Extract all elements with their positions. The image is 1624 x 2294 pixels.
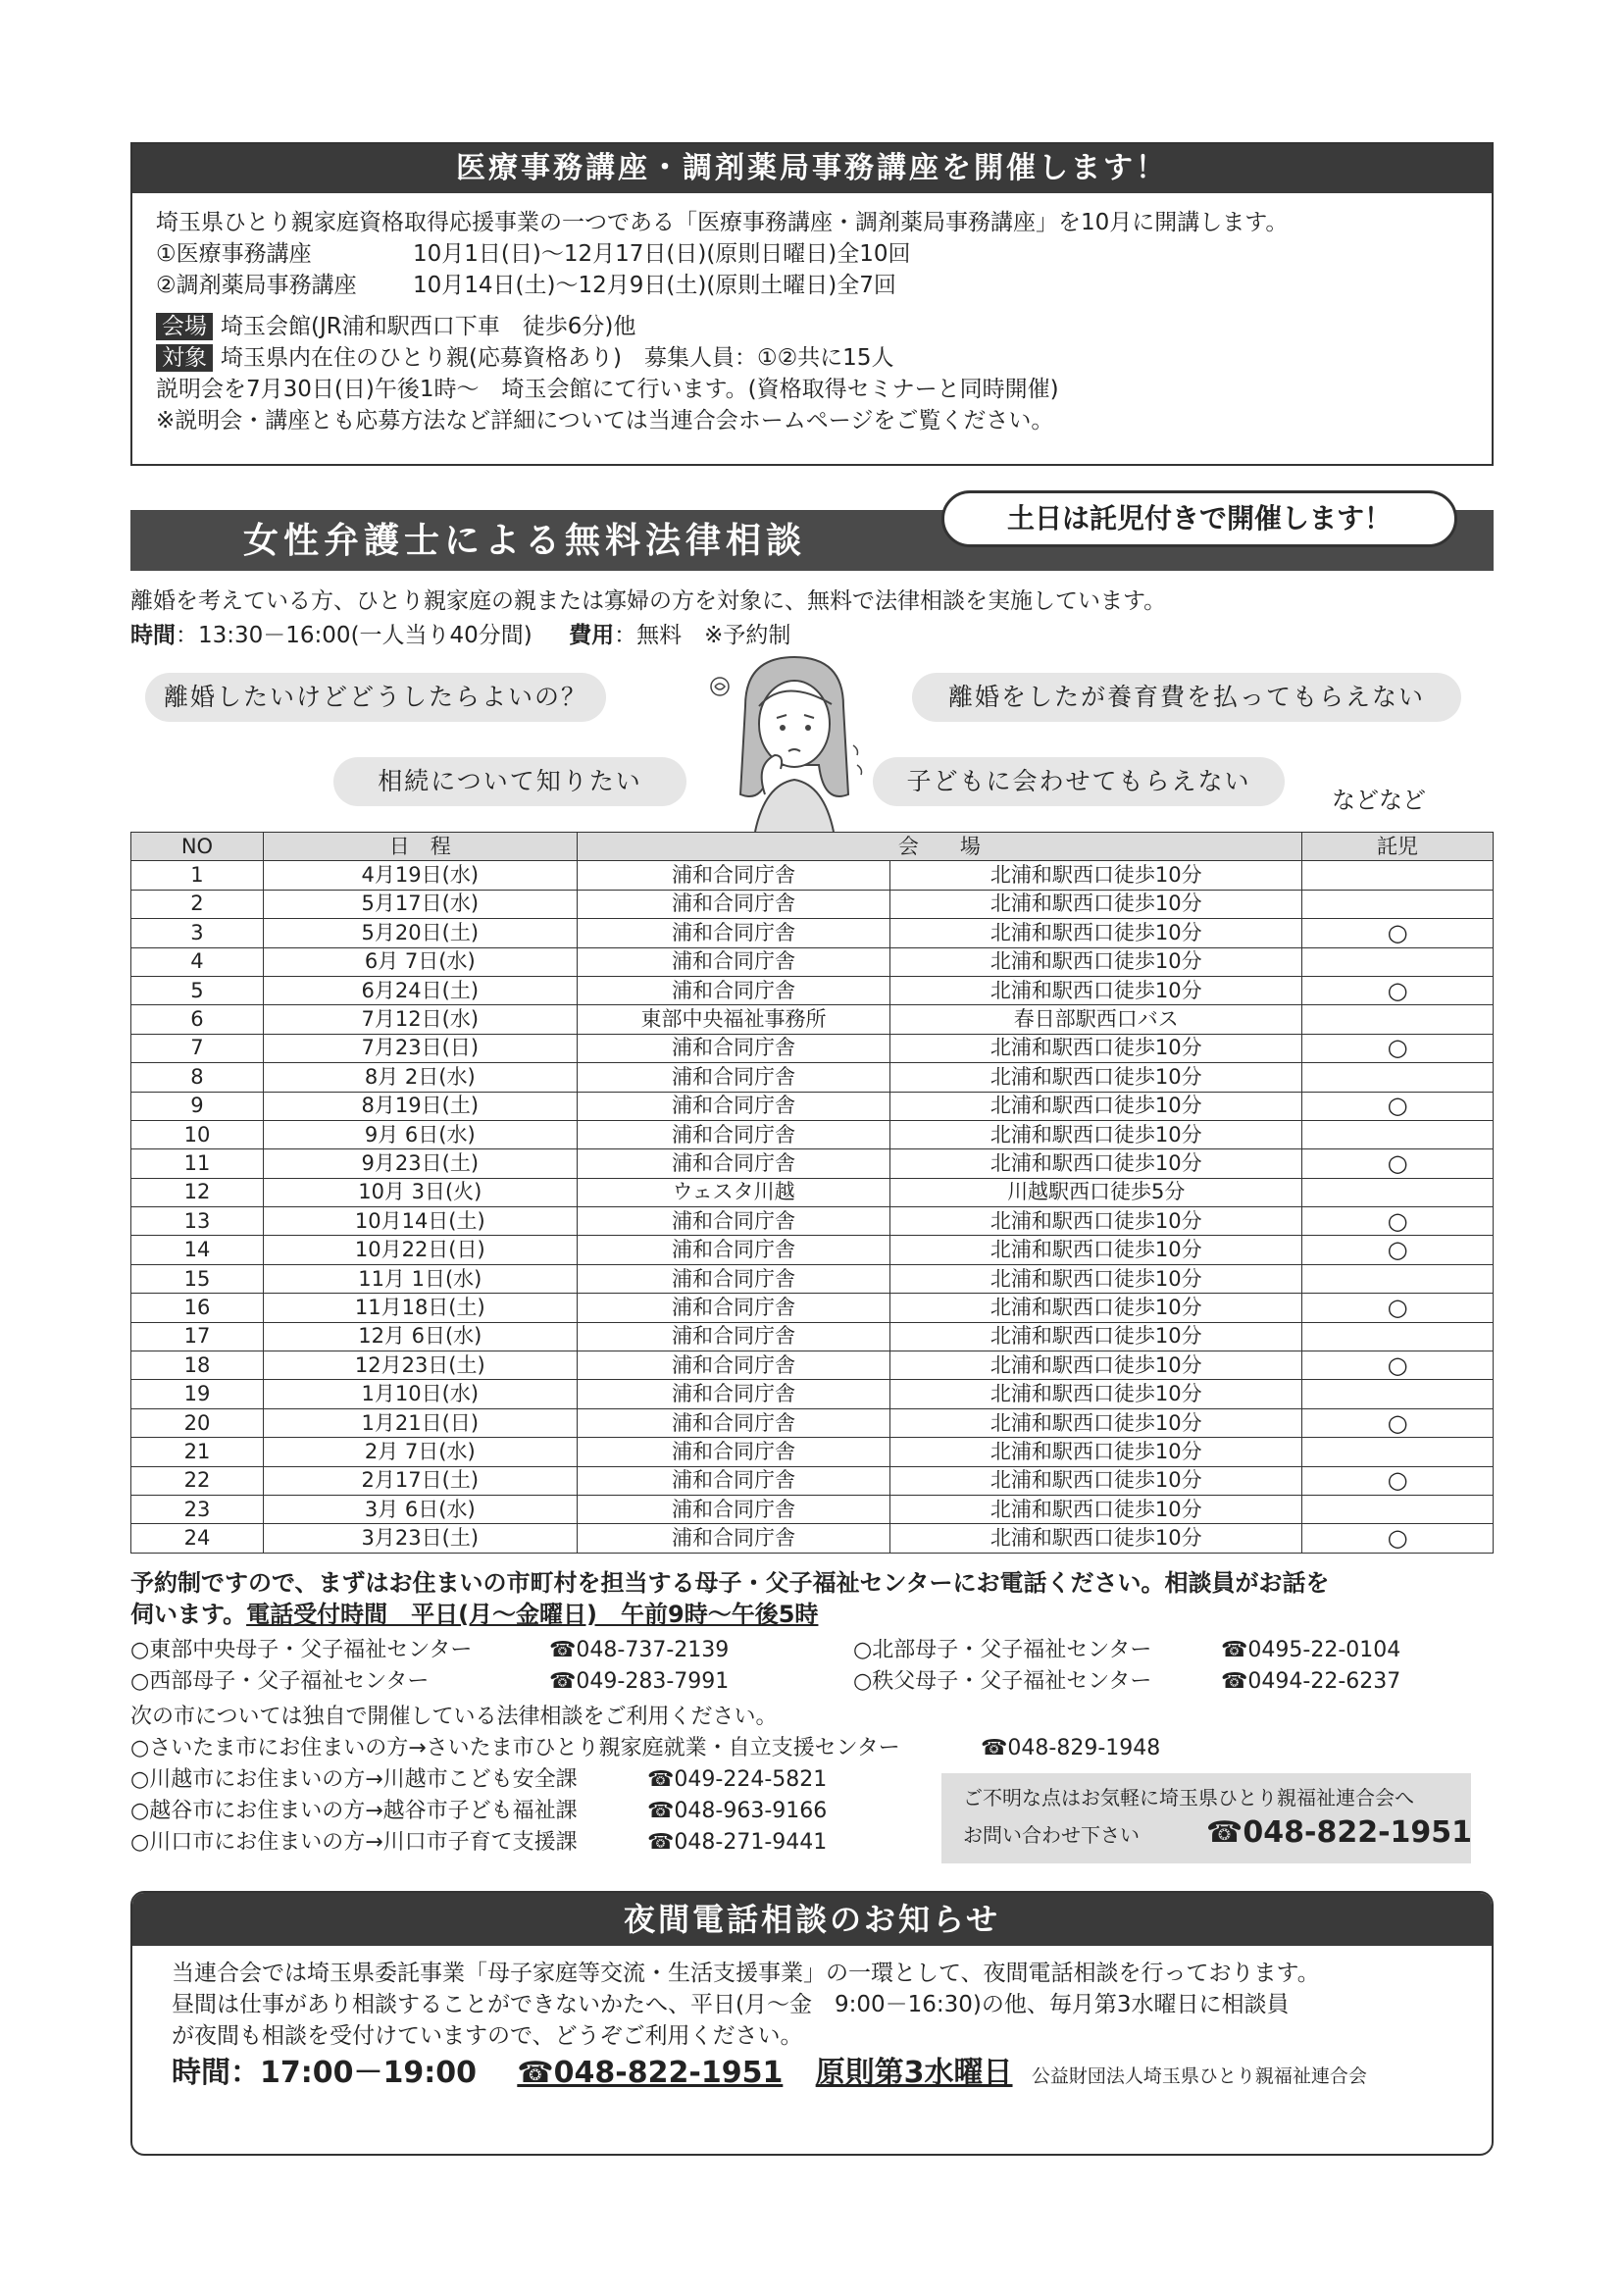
- row-childcare: [1302, 947, 1494, 976]
- cities-intro: 次の市については独自で開催している法律相談をご利用ください。: [130, 1705, 778, 1729]
- row-childcare: ○: [1302, 1034, 1494, 1062]
- city-tel: ☎048-271-9441: [647, 1830, 828, 1855]
- row-venue: 浦和合同庁舎: [577, 1063, 890, 1092]
- night-time: 時間：17:00－19:00: [172, 2056, 477, 2090]
- center-name: ○秩父母子・父子福祉センター: [853, 1669, 1152, 1694]
- row-date: 3月23日(土): [263, 1524, 577, 1553]
- center-chichibu: [853, 1667, 1151, 1697]
- course-note: ※説明会・講座とも応募方法など詳細については当連合会ホームページをご覧ください。: [156, 408, 1054, 433]
- table-row: [131, 1380, 1494, 1408]
- row-venue: 浦和合同庁舎: [577, 976, 890, 1004]
- row-venue: 浦和合同庁舎: [577, 1466, 890, 1495]
- row-venue: 浦和合同庁舎: [577, 1408, 890, 1437]
- question-bubble-divorce: 離婚したいけどどうしたらよいの？: [145, 673, 606, 722]
- legal-section-title: 女性弁護士による無料法律相談: [243, 521, 807, 561]
- table-row: [131, 1351, 1494, 1380]
- row-venue: 浦和合同庁舎: [577, 1294, 890, 1322]
- row-venue: 浦和合同庁舎: [577, 1149, 890, 1178]
- row-no: 15: [131, 1264, 264, 1293]
- center-east-central: [130, 1636, 472, 1665]
- row-date: 9月 6日(水): [263, 1120, 577, 1148]
- row-no: 10: [131, 1120, 264, 1148]
- row-no: 1: [131, 861, 264, 890]
- center-tel: ☎049-283-7991: [549, 1669, 730, 1694]
- question-bubble-inheritance: 相続について知りたい: [333, 757, 686, 806]
- row-no: 22: [131, 1466, 264, 1495]
- course1-date: 10月1日(日)～12月17日(日)(原則日曜日)全10回: [413, 241, 911, 267]
- row-venue: 浦和合同庁舎: [577, 1438, 890, 1466]
- inquiry-box: [941, 1773, 1471, 1863]
- row-childcare: [1302, 1495, 1494, 1523]
- table-row: [131, 1063, 1494, 1092]
- row-access: 北浦和駅西口徒歩10分: [890, 1524, 1302, 1553]
- row-venue: 浦和合同庁舎: [577, 1236, 890, 1264]
- row-access: 北浦和駅西口徒歩10分: [890, 890, 1302, 918]
- row-childcare: ○: [1302, 1294, 1494, 1322]
- center-tel: ☎048-737-2139: [549, 1638, 730, 1662]
- row-no: 16: [131, 1294, 264, 1322]
- course2-date: 10月14日(土)～12月9日(土)(原則土曜日)全7回: [413, 273, 896, 298]
- row-access: 北浦和駅西口徒歩10分: [890, 1351, 1302, 1380]
- row-childcare: [1302, 1322, 1494, 1351]
- center-tel: ☎0494-22-6237: [1221, 1669, 1401, 1694]
- table-row: [131, 1438, 1494, 1466]
- table-row: [131, 919, 1494, 947]
- row-access: 北浦和駅西口徒歩10分: [890, 1063, 1302, 1092]
- row-venue: 浦和合同庁舎: [577, 1524, 890, 1553]
- city-tel: ☎048-963-9166: [647, 1799, 828, 1823]
- row-no: 9: [131, 1092, 264, 1120]
- table-row: [131, 1495, 1494, 1523]
- row-venue: 浦和合同庁舎: [577, 1120, 890, 1148]
- consultation-schedule-table: [130, 832, 1494, 1554]
- row-childcare: [1302, 1063, 1494, 1092]
- header-no: NO: [131, 833, 264, 861]
- course-section-title: 医療事務講座・調剤薬局事務講座を開催します！: [132, 144, 1492, 193]
- legal-time-row: [130, 620, 790, 651]
- reservation-line2: [130, 1599, 818, 1630]
- briefing-text: 説明会を7月30日(日)午後1時～ 埼玉会館にて行います。(資格取得セミナーと同時開催): [156, 377, 1059, 402]
- row-childcare: [1302, 861, 1494, 890]
- table-row: [131, 890, 1494, 918]
- night-info-row: [172, 2058, 1452, 2092]
- row-no: 2: [131, 890, 264, 918]
- row-date: 2月 7日(水): [263, 1438, 577, 1466]
- city-koshigaya: ○越谷市にお住まいの方→越谷市子ども福祉課: [130, 1799, 578, 1823]
- center-name: ○北部母子・父子福祉センター: [853, 1638, 1152, 1662]
- course-intro: 埼玉県ひとり親家庭資格取得応援事業の一つである「医療事務講座・調剤薬局事務講座」を10月に開講します。: [156, 210, 1289, 235]
- city-tel: ☎049-224-5821: [647, 1767, 828, 1792]
- row-venue: 浦和合同庁舎: [577, 947, 890, 976]
- row-venue: 東部中央福祉事務所: [577, 1005, 890, 1034]
- row-no: 20: [131, 1408, 264, 1437]
- row-venue: 浦和合同庁舎: [577, 1034, 890, 1062]
- row-access: 北浦和駅西口徒歩10分: [890, 861, 1302, 890]
- row-no: 21: [131, 1438, 264, 1466]
- row-childcare: ○: [1302, 1149, 1494, 1178]
- reservation-line2a: 伺います。: [130, 1601, 247, 1628]
- row-access: 北浦和駅西口徒歩10分: [890, 1408, 1302, 1437]
- table-row: [131, 1149, 1494, 1178]
- row-no: 11: [131, 1149, 264, 1178]
- row-childcare: [1302, 1178, 1494, 1206]
- question-bubble-visitation: 子どもに会わせてもらえない: [873, 757, 1285, 806]
- row-venue: ウェスタ川越: [577, 1178, 890, 1206]
- row-date: 11月18日(土): [263, 1294, 577, 1322]
- row-date: 1月10日(水): [263, 1380, 577, 1408]
- row-childcare: ○: [1302, 1351, 1494, 1380]
- row-date: 1月21日(日): [263, 1408, 577, 1437]
- center-name: ○東部中央母子・父子福祉センター: [130, 1638, 473, 1662]
- reservation-line1: 予約制ですので、まずはお住まいの市町村を担当する母子・父子福祉センターにお電話ください。相談員がお話を: [130, 1569, 1330, 1597]
- row-childcare: [1302, 1380, 1494, 1408]
- row-childcare: [1302, 1438, 1494, 1466]
- venue-text: 埼玉会館(JR浦和駅西口下車 徒歩6分)他: [221, 314, 636, 339]
- childcare-bubble: 土日は託児付きで開催します！: [941, 490, 1457, 547]
- city-kawagoe: ○川越市にお住まいの方→川越市こども安全課: [130, 1767, 578, 1792]
- row-access: 北浦和駅西口徒歩10分: [890, 1092, 1302, 1120]
- fee-label: 費用: [569, 623, 615, 648]
- row-date: 12月 6日(水): [263, 1322, 577, 1351]
- row-no: 8: [131, 1063, 264, 1092]
- row-date: 3月 6日(水): [263, 1495, 577, 1523]
- row-access: 春日部駅西口バス: [890, 1005, 1302, 1034]
- table-row: [131, 1005, 1494, 1034]
- row-childcare: ○: [1302, 1524, 1494, 1553]
- row-venue: 浦和合同庁舎: [577, 1495, 890, 1523]
- city-kawaguchi: ○川口市にお住まいの方→川口市子育て支援課: [130, 1830, 578, 1855]
- row-childcare: [1302, 1120, 1494, 1148]
- org-name: 公益財団法人埼玉県ひとり親福祉連合会: [1031, 2065, 1367, 2087]
- table-row: [131, 1120, 1494, 1148]
- row-access: 北浦和駅西口徒歩10分: [890, 1264, 1302, 1293]
- night-tel: ☎048-822-1951: [517, 2056, 784, 2090]
- target-tag: 対象: [156, 344, 213, 372]
- table-row: [131, 1408, 1494, 1437]
- inquiry-tel: ☎048-822-1951: [1206, 1815, 1473, 1850]
- night-line3: が夜間も相談を受付けていますので、どうぞご利用ください。: [172, 2023, 803, 2049]
- header-venue: 会 場: [577, 833, 1301, 861]
- time-label: 時間: [130, 623, 176, 648]
- row-childcare: ○: [1302, 1092, 1494, 1120]
- row-no: 5: [131, 976, 264, 1004]
- row-venue: 浦和合同庁舎: [577, 1207, 890, 1236]
- row-access: 川越駅西口徒歩5分: [890, 1178, 1302, 1206]
- row-no: 4: [131, 947, 264, 976]
- inquiry-line2: お問い合わせ下さい: [963, 1823, 1140, 1847]
- city-saitama: ○さいたま市にお住まいの方→さいたま市ひとり親家庭就業・自立支援センター: [130, 1736, 900, 1760]
- table-row: [131, 976, 1494, 1004]
- row-childcare: ○: [1302, 919, 1494, 947]
- row-date: 10月14日(土): [263, 1207, 577, 1236]
- row-access: 北浦和駅西口徒歩10分: [890, 1438, 1302, 1466]
- night-rule: 原則第3水曜日: [815, 2056, 1013, 2090]
- row-no: 14: [131, 1236, 264, 1264]
- target-text: 埼玉県内在住のひとり親(応募資格あり) 募集人員：①②共に15人: [221, 345, 894, 371]
- row-date: 5月20日(土): [263, 919, 577, 947]
- row-no: 23: [131, 1495, 264, 1523]
- row-no: 7: [131, 1034, 264, 1062]
- table-row: [131, 1322, 1494, 1351]
- row-access: 北浦和駅西口徒歩10分: [890, 919, 1302, 947]
- row-no: 24: [131, 1524, 264, 1553]
- row-date: 8月 2日(水): [263, 1063, 577, 1092]
- row-no: 18: [131, 1351, 264, 1380]
- row-date: 4月19日(水): [263, 861, 577, 890]
- table-row: [131, 1034, 1494, 1062]
- table-row: [131, 947, 1494, 976]
- table-row: [131, 1178, 1494, 1206]
- course-section: [130, 142, 1494, 466]
- table-row: [131, 1524, 1494, 1553]
- row-venue: 浦和合同庁舎: [577, 1351, 890, 1380]
- row-access: 北浦和駅西口徒歩10分: [890, 1322, 1302, 1351]
- row-access: 北浦和駅西口徒歩10分: [890, 1207, 1302, 1236]
- row-childcare: [1302, 890, 1494, 918]
- center-north: [853, 1636, 1151, 1665]
- course1-name: ①医療事務講座: [156, 241, 312, 267]
- row-date: 7月23日(日): [263, 1034, 577, 1062]
- row-venue: 浦和合同庁舎: [577, 1264, 890, 1293]
- row-access: 北浦和駅西口徒歩10分: [890, 1034, 1302, 1062]
- row-date: 6月 7日(水): [263, 947, 577, 976]
- table-row: [131, 861, 1494, 890]
- center-name: ○西部母子・父子福祉センター: [130, 1669, 430, 1694]
- row-access: 北浦和駅西口徒歩10分: [890, 947, 1302, 976]
- row-access: 北浦和駅西口徒歩10分: [890, 1466, 1302, 1495]
- row-access: 北浦和駅西口徒歩10分: [890, 976, 1302, 1004]
- row-date: 8月19日(土): [263, 1092, 577, 1120]
- row-access: 北浦和駅西口徒歩10分: [890, 1380, 1302, 1408]
- center-tel: ☎0495-22-0104: [1221, 1638, 1401, 1662]
- row-childcare: [1302, 1264, 1494, 1293]
- row-access: 北浦和駅西口徒歩10分: [890, 1236, 1302, 1264]
- city-tel: ☎048-829-1948: [981, 1736, 1161, 1760]
- table-header-row: [131, 833, 1494, 861]
- venue-tag: 会場: [156, 313, 213, 340]
- fee-value: ：無料 ※予約制: [614, 623, 791, 648]
- row-childcare: ○: [1302, 1408, 1494, 1437]
- header-childcare: 託児: [1302, 833, 1494, 861]
- inquiry-line1: ご不明な点はお気軽に埼玉県ひとり親福祉連合会へ: [963, 1786, 1414, 1810]
- reception-hours: 電話受付時間 平日(月～金曜日) 午前9時～午後5時: [246, 1601, 819, 1628]
- question-bubble-support: 離婚をしたが養育費を払ってもらえない: [912, 673, 1461, 722]
- row-date: 11月 1日(水): [263, 1264, 577, 1293]
- row-childcare: ○: [1302, 1207, 1494, 1236]
- row-access: 北浦和駅西口徒歩10分: [890, 1495, 1302, 1523]
- row-no: 12: [131, 1178, 264, 1206]
- time-value: ：13:30－16:00(一人当り40分間): [176, 623, 533, 648]
- row-date: 12月23日(土): [263, 1351, 577, 1380]
- row-childcare: [1302, 1005, 1494, 1034]
- row-date: 10月22日(日): [263, 1236, 577, 1264]
- row-access: 北浦和駅西口徒歩10分: [890, 1120, 1302, 1148]
- course2-name: ②調剤薬局事務講座: [156, 273, 357, 298]
- row-no: 13: [131, 1207, 264, 1236]
- night-consult-section: [130, 1891, 1494, 2156]
- table-row: [131, 1207, 1494, 1236]
- row-childcare: ○: [1302, 976, 1494, 1004]
- row-access: 北浦和駅西口徒歩10分: [890, 1294, 1302, 1322]
- row-venue: 浦和合同庁舎: [577, 1380, 890, 1408]
- etc-text: などなど: [1332, 787, 1426, 814]
- row-childcare: ○: [1302, 1466, 1494, 1495]
- night-line2: 昼間は仕事があり相談することができないかたへ、平日(月～金 9:00－16:30)の他、毎月第3水曜日に相談員: [172, 1992, 1290, 2017]
- row-access: 北浦和駅西口徒歩10分: [890, 1149, 1302, 1178]
- row-date: 6月24日(土): [263, 976, 577, 1004]
- row-venue: 浦和合同庁舎: [577, 1322, 890, 1351]
- worried-woman-illustration: [706, 647, 873, 834]
- table-row: [131, 1092, 1494, 1120]
- legal-intro: 離婚を考えている方、ひとり親家庭の親または寡婦の方を対象に、無料で法律相談を実施しています。: [130, 588, 1167, 614]
- row-date: 7月12日(水): [263, 1005, 577, 1034]
- row-date: 9月23日(土): [263, 1149, 577, 1178]
- row-venue: 浦和合同庁舎: [577, 919, 890, 947]
- night-consult-title: 夜間電話相談のお知らせ: [132, 1893, 1492, 1946]
- row-no: 17: [131, 1322, 264, 1351]
- row-childcare: ○: [1302, 1236, 1494, 1264]
- row-venue: 浦和合同庁舎: [577, 890, 890, 918]
- table-row: [131, 1294, 1494, 1322]
- row-date: 10月 3日(火): [263, 1178, 577, 1206]
- header-date: 日 程: [263, 833, 577, 861]
- table-row: [131, 1466, 1494, 1495]
- table-row: [131, 1264, 1494, 1293]
- row-no: 3: [131, 919, 264, 947]
- row-date: 5月17日(水): [263, 890, 577, 918]
- row-venue: 浦和合同庁舎: [577, 861, 890, 890]
- row-no: 19: [131, 1380, 264, 1408]
- row-date: 2月17日(土): [263, 1466, 577, 1495]
- row-no: 6: [131, 1005, 264, 1034]
- table-row: [131, 1236, 1494, 1264]
- row-venue: 浦和合同庁舎: [577, 1092, 890, 1120]
- night-line1: 当連合会では埼玉県委託事業「母子家庭等交流・生活支援事業」の一環として、夜間電話相談を行っております。: [172, 1961, 1320, 1986]
- center-west: [130, 1667, 429, 1697]
